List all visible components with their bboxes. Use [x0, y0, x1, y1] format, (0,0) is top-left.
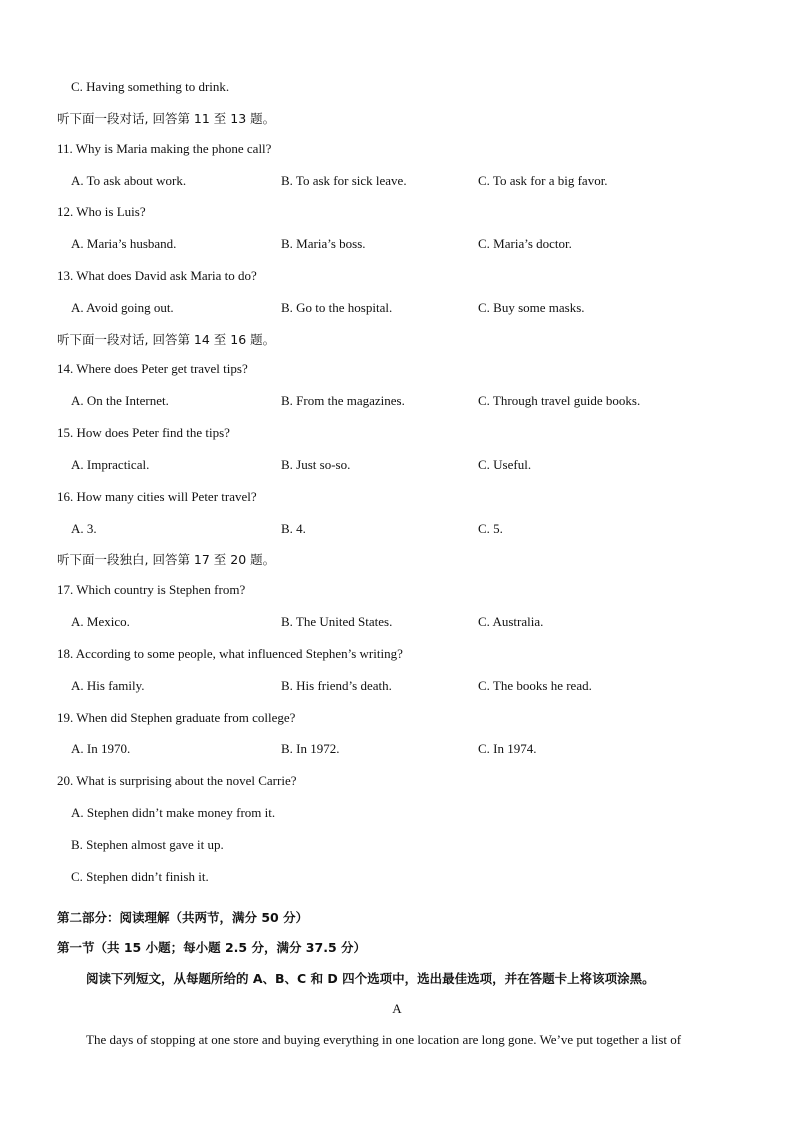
- option-14b: B. From the magazines.: [281, 393, 405, 408]
- question-11: 11. Why is Maria making the phone call?: [57, 141, 272, 156]
- question-17: 17. Which country is Stephen from?: [57, 582, 246, 597]
- part-two-heading: 第二部分：阅读理解（共两节，满分 50 分）: [57, 910, 309, 925]
- section-header-17-20: 听下面一段独白, 回答第 17 至 20 题。: [57, 552, 276, 567]
- option-13a: A. Avoid going out.: [71, 300, 174, 315]
- option-20a: A. Stephen didn’t make money from it.: [71, 805, 276, 820]
- option-14a: A. On the Internet.: [71, 393, 169, 408]
- option-16a: A. 3.: [71, 521, 97, 536]
- option-17a: A. Mexico.: [71, 614, 130, 629]
- option-11b: B. To ask for sick leave.: [281, 173, 407, 188]
- option-11c: C. To ask for a big favor.: [478, 173, 608, 188]
- section-header-14-16: 听下面一段对话, 回答第 14 至 16 题。: [57, 332, 276, 347]
- question-18: 18. According to some people, what influenced Stephen’s writing?: [57, 646, 403, 661]
- option-12a: A. Maria’s husband.: [71, 236, 177, 251]
- option-10c: C. Having something to drink.: [71, 79, 230, 94]
- option-20b: B. Stephen almost gave it up.: [71, 837, 224, 852]
- option-19a: A. In 1970.: [71, 741, 131, 756]
- option-20c: C. Stephen didn’t finish it.: [71, 869, 209, 884]
- option-19c: C. In 1974.: [478, 741, 537, 756]
- option-15c: C. Useful.: [478, 457, 532, 472]
- option-14c: C. Through travel guide books.: [478, 393, 641, 408]
- question-12: 12. Who is Luis?: [57, 204, 146, 219]
- option-11a: A. To ask about work.: [71, 173, 187, 188]
- option-18a: A. His family.: [71, 678, 145, 693]
- option-12b: B. Maria’s boss.: [281, 236, 366, 251]
- question-14: 14. Where does Peter get travel tips?: [57, 361, 248, 376]
- option-13b: B. Go to the hospital.: [281, 300, 393, 315]
- passage-a-first-line: The days of stopping at one store and buying everything in one location are long gone. We’ve put together a list of: [86, 1032, 682, 1047]
- question-16: 16. How many cities will Peter travel?: [57, 489, 257, 504]
- question-15: 15. How does Peter find the tips?: [57, 425, 230, 440]
- passage-label-a: A: [392, 1001, 402, 1016]
- option-18b: B. His friend’s death.: [281, 678, 392, 693]
- option-17b: B. The United States.: [281, 614, 393, 629]
- option-15a: A. Impractical.: [71, 457, 150, 472]
- section-one-heading: 第一节（共 15 小题；每小题 2.5 分，满分 37.5 分）: [57, 940, 366, 955]
- section-header-11-13: 听下面一段对话, 回答第 11 至 13 题。: [57, 111, 276, 126]
- option-18c: C. The books he read.: [478, 678, 592, 693]
- option-17c: C. Australia.: [478, 614, 544, 629]
- option-16b: B. 4.: [281, 521, 306, 536]
- option-19b: B. In 1972.: [281, 741, 340, 756]
- question-13: 13. What does David ask Maria to do?: [57, 268, 257, 283]
- option-16c: C. 5.: [478, 521, 503, 536]
- option-12c: C. Maria’s doctor.: [478, 236, 572, 251]
- question-20: 20. What is surprising about the novel Carrie?: [57, 773, 297, 788]
- question-19: 19. When did Stephen graduate from college?: [57, 710, 296, 725]
- option-13c: C. Buy some masks.: [478, 300, 585, 315]
- reading-instructions: 阅读下列短文，从每题所给的 A、B、C 和 D 四个选项中，选出最佳选项，并在答题卡上将该项涂黑。: [86, 971, 655, 986]
- option-15b: B. Just so-so.: [281, 457, 351, 472]
